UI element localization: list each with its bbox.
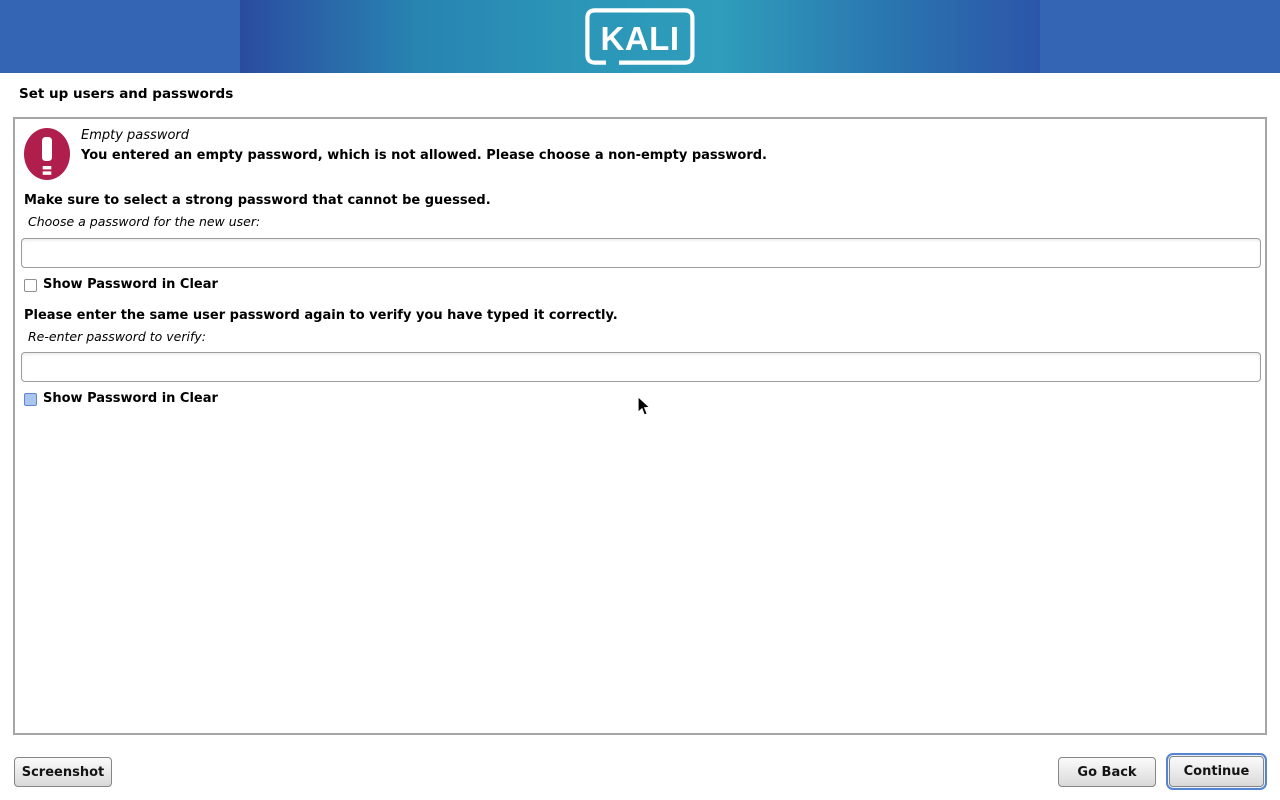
verify-section-heading: Please enter the same user password again to verify you have typed it correctly.	[24, 308, 618, 323]
page-title: Set up users and passwords	[19, 86, 234, 102]
show-password-checkbox-2[interactable]	[24, 393, 37, 406]
mouse-cursor-icon	[637, 396, 651, 417]
password-input[interactable]	[21, 238, 1261, 268]
show-password-checkbox-1[interactable]	[24, 279, 37, 292]
screenshot-button[interactable]: Screenshot	[14, 757, 112, 787]
continue-button-focus-ring	[1166, 753, 1267, 790]
error-icon	[24, 128, 70, 180]
verify-field-label: Re-enter password to verify:	[28, 329, 206, 344]
show-password-label-2[interactable]: Show Password in Clear	[43, 391, 218, 406]
error-message: You entered an empty password, which is not allowed. Please choose a non-empty password.	[81, 148, 767, 163]
verify-password-input[interactable]	[21, 352, 1261, 382]
kali-logo-text: KALI	[600, 20, 680, 57]
password-field-label: Choose a password for the new user:	[28, 214, 261, 229]
main-panel	[13, 117, 1267, 735]
kali-logo-icon	[585, 8, 695, 65]
password-section-heading: Make sure to select a strong password that cannot be guessed.	[24, 193, 491, 208]
show-password-label-1[interactable]: Show Password in Clear	[43, 277, 218, 292]
banner	[0, 0, 1280, 73]
continue-button[interactable]: Continue	[1169, 756, 1264, 787]
go-back-button[interactable]: Go Back	[1058, 757, 1156, 787]
error-title: Empty password	[81, 128, 189, 143]
